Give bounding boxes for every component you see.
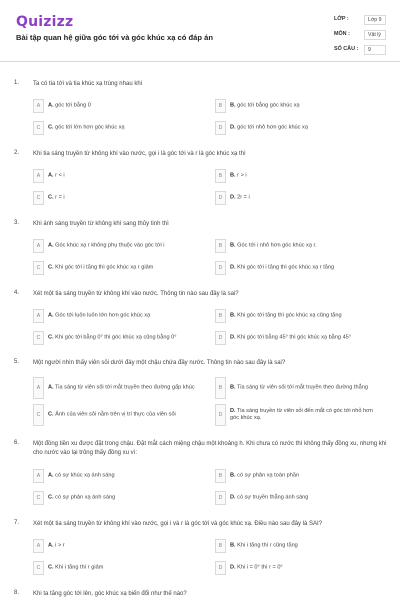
- option-label: Khi góc tới bằng 0° thì góc khúc xạ cũng bằng 0°: [55, 334, 177, 341]
- option-label: 2r = i: [237, 194, 250, 201]
- option-text: [48, 565, 198, 572]
- option-prefix: C.: [48, 411, 54, 418]
- option-letter-box[interactable]: [215, 469, 226, 483]
- option-letter-box[interactable]: [33, 191, 44, 205]
- option-letter-box[interactable]: [33, 99, 44, 113]
- option-text: [230, 543, 380, 550]
- option-label: Khi góc tới i tăng thì góc khúc xạ r giảm: [55, 264, 154, 271]
- option-letter-box[interactable]: [33, 377, 44, 399]
- option-text: [48, 103, 198, 110]
- option-text: [48, 313, 198, 320]
- option-letter: D: [218, 125, 223, 131]
- option-text: [48, 243, 198, 250]
- option-label: Góc tới luôn luôn lớn hơn góc khúc xạ: [55, 312, 151, 319]
- option-prefix: A.: [48, 542, 54, 549]
- option-label: Khi góc tới i tăng thì góc khúc xạ r tăng: [237, 264, 335, 271]
- option-letter-box[interactable]: [215, 309, 226, 323]
- option-text: [48, 412, 198, 419]
- option-prefix: A.: [48, 472, 54, 479]
- option-label: Khi i = 0° thì r = 0°: [237, 564, 283, 571]
- option-text: [230, 385, 380, 392]
- meta-subject-value: Vật lý: [364, 30, 386, 40]
- option-letter: A: [36, 385, 41, 391]
- option-prefix: B.: [230, 242, 236, 249]
- option-text: [48, 125, 198, 132]
- header-divider: [0, 61, 400, 62]
- option-letter-box[interactable]: [215, 239, 226, 253]
- option-label: Khi i tăng thì r cũng tăng: [237, 542, 298, 549]
- worksheet-title: Bài tập quan hệ giữa góc tới và góc khúc xạ có đáp án: [16, 33, 213, 42]
- option-letter: C: [36, 565, 41, 571]
- option-letter-box[interactable]: [215, 121, 226, 135]
- option-letter: B: [218, 385, 223, 391]
- option-prefix: A.: [48, 172, 54, 179]
- option-letter-box[interactable]: [33, 561, 44, 575]
- question-number: 7.: [14, 520, 20, 526]
- option-prefix: A.: [48, 242, 54, 249]
- option-letter-box[interactable]: [33, 169, 44, 183]
- option-text: [48, 385, 198, 392]
- question-text: Xét một tia sáng truyền từ không khí vào nước. Thông tin nào sau đây là sai?: [33, 291, 239, 297]
- option-letter-box[interactable]: [33, 239, 44, 253]
- option-prefix: A.: [48, 384, 54, 391]
- option-letter: C: [36, 265, 41, 271]
- option-text: [230, 495, 380, 502]
- option-letter: A: [36, 243, 41, 249]
- option-text: [48, 265, 198, 272]
- question-text: Một người nhìn thấy viên sỏi dưới đáy một chậu chứa đầy nước. Thông tin nào sau đây là sai?: [33, 360, 286, 366]
- option-text: [230, 103, 380, 110]
- option-label: r > i: [237, 172, 247, 179]
- option-prefix: B.: [230, 172, 236, 179]
- option-letter: D: [218, 265, 223, 271]
- option-text: [230, 125, 380, 132]
- option-prefix: C.: [48, 264, 54, 271]
- option-label: có sự truyền thẳng ánh sáng: [237, 494, 309, 501]
- question-number: 6.: [14, 440, 20, 446]
- option-letter-box[interactable]: [215, 539, 226, 553]
- option-letter-box[interactable]: [215, 169, 226, 183]
- option-letter: B: [218, 103, 223, 109]
- question-number: 2.: [14, 150, 20, 156]
- option-prefix: D.: [230, 564, 236, 571]
- meta-count-value: 9: [364, 45, 386, 55]
- question-text: Một đồng tiền xu được đặt trong chậu. Đặt mắt cách miệng chậu một khoảng h. Khi chưa có nước thì không thấy đồng xu, nhưng khi cho nước vào lại trông thấy đồng xu vì:: [33, 441, 387, 456]
- option-letter: A: [36, 473, 41, 479]
- option-prefix: D.: [230, 194, 236, 201]
- option-text: [48, 543, 198, 550]
- option-letter: C: [36, 125, 41, 131]
- option-prefix: B.: [230, 542, 236, 549]
- option-letter: C: [36, 195, 41, 201]
- option-label: r = i: [55, 194, 65, 201]
- option-text: [230, 265, 380, 272]
- option-letter-box[interactable]: [215, 191, 226, 205]
- option-letter: A: [36, 173, 41, 179]
- worksheet-header: [0, 0, 400, 62]
- option-letter: D: [218, 335, 223, 341]
- meta-subject: [330, 29, 388, 42]
- meta-count: [330, 44, 388, 57]
- option-letter-box[interactable]: [33, 404, 44, 426]
- question-number: 4.: [14, 290, 20, 296]
- option-label: góc tới bằng 0: [55, 102, 91, 109]
- option-letter: D: [218, 495, 223, 501]
- option-prefix: D.: [230, 264, 236, 271]
- option-text: [230, 473, 380, 480]
- option-letter: B: [218, 473, 223, 479]
- option-label: Khi i tăng thì r giảm: [55, 564, 104, 571]
- question-number: 5.: [14, 359, 20, 365]
- question-number: 3.: [14, 220, 20, 226]
- option-prefix: D.: [230, 494, 236, 501]
- option-letter-box[interactable]: [33, 121, 44, 135]
- option-letter-box[interactable]: [215, 261, 226, 275]
- option-letter: C: [36, 412, 41, 418]
- option-letter: B: [218, 173, 223, 179]
- option-prefix: C.: [48, 194, 54, 201]
- option-prefix: D.: [230, 408, 236, 414]
- question-number: 1.: [14, 80, 20, 86]
- option-letter-box[interactable]: [215, 99, 226, 113]
- question-text: Ta có tia tới và tia khúc xạ trùng nhau khi: [33, 81, 142, 87]
- question-text: Khi tia sáng truyền từ không khí vào nước, gọi i là góc tới và r là góc khúc xạ thì: [33, 151, 246, 157]
- option-letter: C: [36, 495, 41, 501]
- meta-grade: [330, 14, 388, 27]
- meta-grade-label: LỚP :: [334, 16, 349, 22]
- option-letter: A: [36, 543, 41, 549]
- option-label: r < i: [55, 172, 65, 179]
- option-prefix: C.: [48, 124, 54, 131]
- option-label: Tia sáng truyền từ viên sỏi đến mắt có góc tới nhỏ hơn góc khúc xạ.: [230, 408, 373, 421]
- option-text: [48, 495, 198, 502]
- option-prefix: B.: [230, 472, 236, 479]
- option-letter-box[interactable]: [215, 404, 226, 426]
- option-text: [230, 335, 380, 342]
- option-text: [230, 565, 380, 572]
- option-prefix: C.: [48, 494, 54, 501]
- option-label: góc tới bằng góc khúc xạ: [237, 102, 300, 109]
- option-letter: D: [218, 195, 223, 201]
- option-label: Góc tới i nhỏ hơn góc khúc xạ r.: [237, 242, 317, 249]
- option-text: [48, 473, 198, 480]
- question-text: Xét một tia sáng truyền từ không khí vào nước, gọi i và r là góc tới và góc khúc xạ. Điều nào sau đây là SAI?: [33, 521, 323, 527]
- option-prefix: D.: [230, 124, 236, 131]
- option-label: có sự phản xạ toàn phần: [237, 472, 300, 479]
- option-label: Ảnh của viên sỏi nằm trên vị trí thực của viên sỏi: [55, 411, 176, 418]
- option-letter-box[interactable]: [33, 539, 44, 553]
- option-text: [230, 408, 380, 422]
- option-text: [48, 173, 198, 180]
- meta-count-label: SỐ CÂU :: [334, 46, 359, 52]
- question-number: 8.: [14, 590, 20, 596]
- option-text: [230, 173, 380, 180]
- option-prefix: C.: [48, 564, 54, 571]
- option-label: Khi góc tới bằng 45° thì góc khúc xạ bằng 45°: [237, 334, 352, 341]
- meta-grade-value: Lớp 9: [364, 15, 386, 25]
- option-text: [230, 313, 380, 320]
- option-letter-box[interactable]: [215, 561, 226, 575]
- option-label: góc tới lớn hơn góc khúc xạ: [55, 124, 125, 131]
- option-letter-box[interactable]: [215, 377, 226, 399]
- option-letter-box[interactable]: [33, 491, 44, 505]
- option-letter-box[interactable]: [215, 491, 226, 505]
- option-text: [48, 195, 198, 202]
- question-text: Khi ta tăng góc tới lên, góc khúc xạ biến đổi như thế nào?: [33, 591, 187, 597]
- option-text: [48, 335, 198, 342]
- option-prefix: B.: [230, 312, 236, 319]
- option-letter: C: [36, 335, 41, 341]
- option-letter: D: [218, 412, 223, 418]
- option-letter: B: [218, 313, 223, 319]
- option-label: Tia sáng từ viên sỏi tới mắt truyền theo đường thẳng: [237, 384, 368, 391]
- option-label: Tia sáng từ viên sỏi tới mắt truyền theo đường gấp khúc: [55, 384, 195, 391]
- option-prefix: A.: [48, 102, 54, 109]
- option-prefix: D.: [230, 334, 236, 341]
- option-label: Khi góc tới tăng thì góc khúc xạ cũng tăng: [237, 312, 342, 319]
- option-letter-box[interactable]: [33, 309, 44, 323]
- option-text: [230, 243, 380, 250]
- option-letter: D: [218, 565, 223, 571]
- option-letter: B: [218, 243, 223, 249]
- option-letter: A: [36, 103, 41, 109]
- option-letter-box[interactable]: [215, 331, 226, 345]
- option-letter-box[interactable]: [33, 469, 44, 483]
- option-letter: B: [218, 543, 223, 549]
- option-label: có sự khúc xạ ánh sáng: [55, 472, 115, 479]
- option-letter-box[interactable]: [33, 331, 44, 345]
- question-text: Khi ánh sáng truyền từ không khí sang thủy tinh thì: [33, 221, 169, 227]
- option-label: Góc khúc xạ r không phụ thuộc vào góc tới i: [55, 242, 165, 249]
- option-prefix: A.: [48, 312, 54, 319]
- option-letter-box[interactable]: [33, 261, 44, 275]
- option-letter: A: [36, 313, 41, 319]
- quizizz-logo: Quizizz: [16, 14, 74, 30]
- option-label: góc tới nhỏ hơn góc khúc xạ: [237, 124, 308, 131]
- option-prefix: B.: [230, 384, 236, 391]
- option-label: i > r: [55, 542, 65, 549]
- option-label: có sự phản xạ ánh sáng: [55, 494, 116, 501]
- option-text: [230, 195, 380, 202]
- option-prefix: C.: [48, 334, 54, 341]
- meta-subject-label: MÔN :: [334, 31, 350, 37]
- option-prefix: B.: [230, 102, 236, 109]
